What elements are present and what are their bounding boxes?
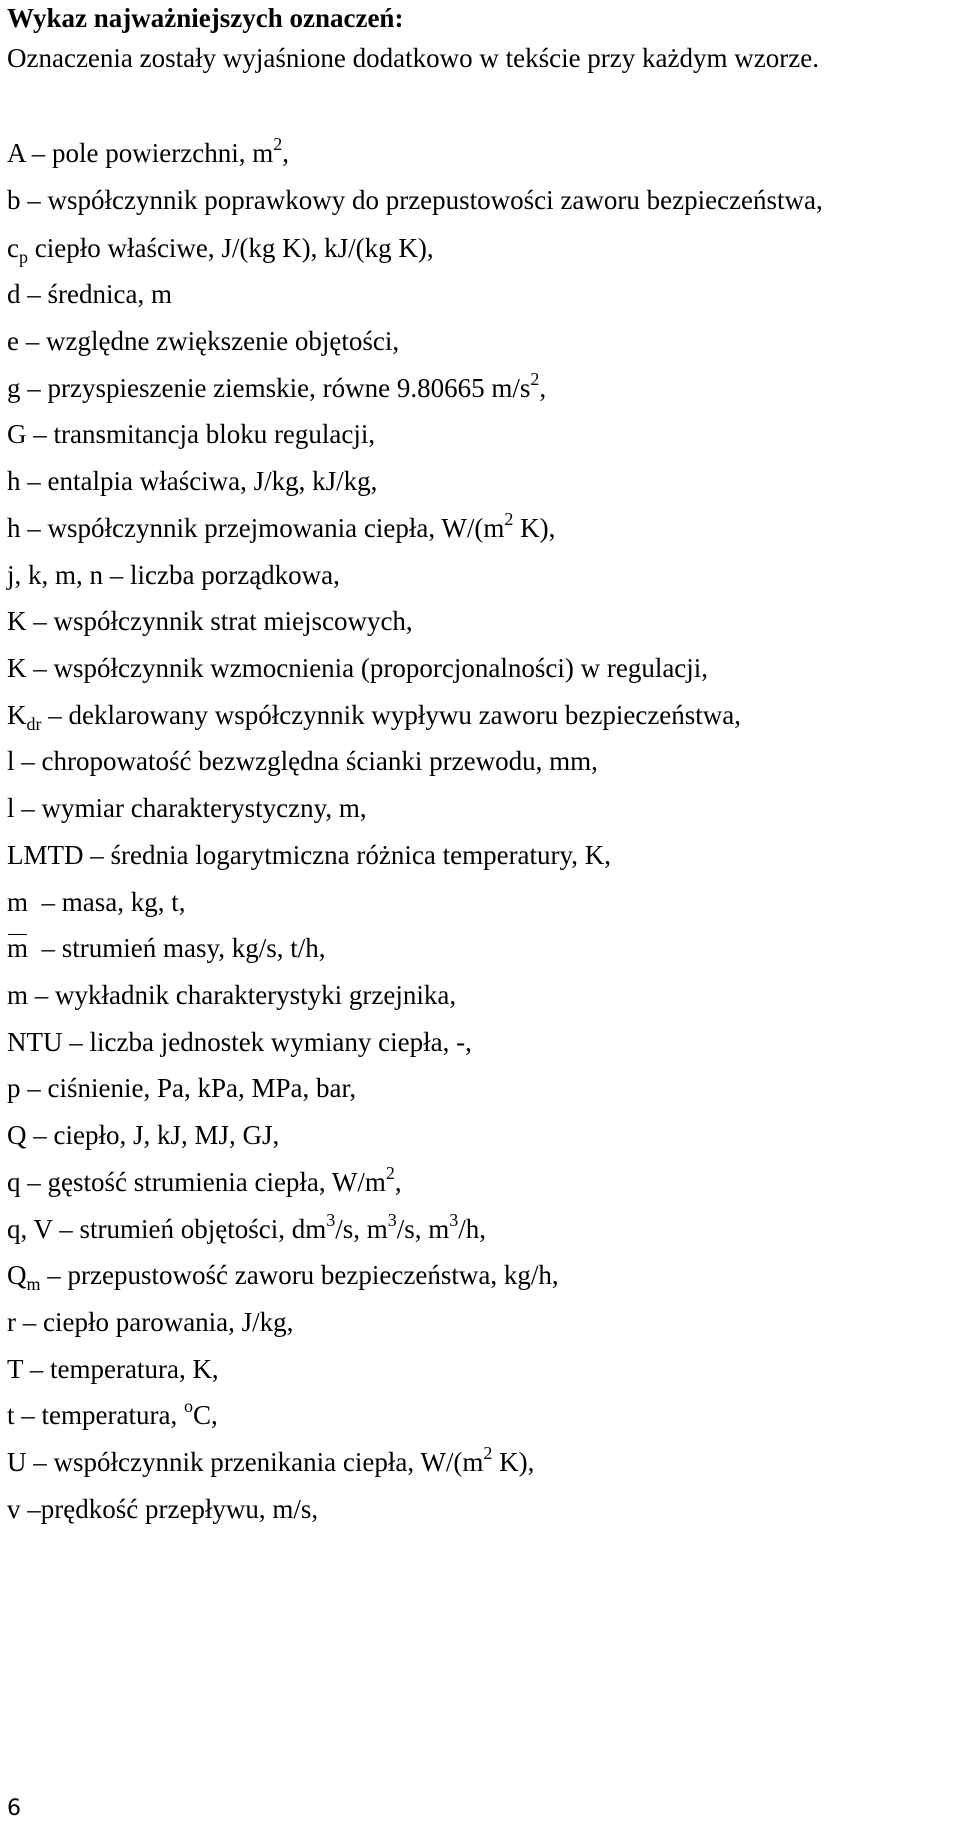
subscript: dr bbox=[26, 714, 42, 734]
definition: – transmitancja bloku regulacji, bbox=[26, 419, 376, 449]
symbol-entry bbox=[7, 1353, 219, 1385]
intro-text: Oznaczenia zostały wyjaśnione dodatkowo w tekście przy każdym wzorze. bbox=[7, 43, 819, 73]
symbol-entry bbox=[7, 932, 326, 964]
symbol: G bbox=[7, 419, 27, 449]
definition: – strumień objętości, dm bbox=[52, 1214, 327, 1244]
definition: – przepustowość zaworu bezpieczeństwa, kg/h, bbox=[40, 1260, 559, 1290]
definition-tail: C, bbox=[192, 1400, 218, 1430]
symbol-entry bbox=[7, 1210, 487, 1245]
superscript: 3 bbox=[326, 1210, 336, 1230]
definition-tail: , bbox=[394, 1167, 402, 1197]
symbol-entry bbox=[7, 1396, 218, 1431]
symbol: K bbox=[7, 700, 27, 730]
symbol: v bbox=[7, 1494, 21, 1524]
definition: – masa, kg, t, bbox=[28, 887, 186, 917]
superscript: 3 bbox=[449, 1210, 459, 1230]
symbol: U bbox=[7, 1447, 27, 1477]
symbol-entry bbox=[7, 792, 367, 824]
symbol-entry bbox=[7, 1072, 356, 1104]
superscript: 2 bbox=[273, 134, 283, 154]
definition: ciepło właściwe, J/(kg K), kJ/(kg K), bbox=[27, 233, 434, 263]
symbol: r bbox=[7, 1307, 16, 1337]
definition: – wymiar charakterystyczny, m, bbox=[14, 793, 367, 823]
definition: – deklarowany współczynnik wypływu zaworu bezpieczeństwa, bbox=[41, 700, 742, 730]
definition-tail: /s, m bbox=[335, 1214, 388, 1244]
definition: – ciepło parowania, J/kg, bbox=[16, 1307, 294, 1337]
definition: – temperatura, bbox=[14, 1400, 184, 1430]
definition: – średnia logarytmiczna różnica temperatury, K, bbox=[83, 840, 612, 870]
symbol-entry bbox=[7, 1163, 402, 1198]
symbol: Q bbox=[7, 1120, 27, 1150]
symbol-entry bbox=[7, 369, 547, 404]
symbol: q bbox=[7, 1167, 21, 1197]
definition: – współczynnik przejmowania ciepła, W/(m bbox=[20, 513, 505, 543]
symbol-entry bbox=[7, 184, 823, 216]
definition-tail: /s, m bbox=[396, 1214, 450, 1244]
definition: – współczynnik poprawkowy do przepustowości zaworu bezpieczeństwa, bbox=[20, 185, 823, 215]
symbol-entry bbox=[7, 278, 172, 310]
definition-tail: , bbox=[539, 373, 547, 403]
definition-tail: K), bbox=[513, 513, 556, 543]
symbol: p bbox=[7, 1073, 21, 1103]
definition: – współczynnik przenikania ciepła, W/(m bbox=[26, 1447, 484, 1477]
symbol: t bbox=[7, 1400, 15, 1430]
superscript: 2 bbox=[504, 509, 514, 529]
symbol: m bbox=[7, 933, 29, 963]
symbol-entry bbox=[7, 1259, 559, 1294]
symbol: e bbox=[7, 326, 19, 356]
subscript: p bbox=[18, 247, 28, 267]
symbol: l bbox=[7, 746, 15, 776]
symbol: g bbox=[7, 373, 21, 403]
superscript: 3 bbox=[387, 1210, 397, 1230]
definition: – ciepło, J, kJ, MJ, GJ, bbox=[26, 1120, 280, 1150]
definition: – temperatura, K, bbox=[23, 1354, 219, 1384]
definition: – średnica, m bbox=[20, 279, 172, 309]
superscript: o bbox=[183, 1396, 193, 1416]
definition-tail: K), bbox=[492, 1447, 535, 1477]
symbol-entry bbox=[7, 232, 434, 267]
symbol-entry bbox=[7, 509, 556, 544]
symbol-entry bbox=[7, 1443, 535, 1478]
definition: – ciśnienie, Pa, kPa, MPa, bar, bbox=[20, 1073, 357, 1103]
symbol: LMTD bbox=[7, 840, 84, 870]
subscript: m bbox=[26, 1274, 41, 1294]
definition-tail: /h, bbox=[458, 1214, 487, 1244]
definition: –prędkość przepływu, m/s, bbox=[20, 1494, 319, 1524]
definition: – wykładnik charakterystyki grzejnika, bbox=[28, 980, 457, 1010]
symbol-entry bbox=[7, 979, 456, 1011]
superscript: 2 bbox=[385, 1163, 395, 1183]
page-number: 6 bbox=[7, 1796, 21, 1821]
definition: – współczynnik wzmocnienia (proporcjonalności) w regulacji, bbox=[26, 653, 709, 683]
symbol-entry bbox=[7, 559, 340, 591]
symbol: m bbox=[7, 887, 29, 917]
list-heading: Wykaz najważniejszych oznaczeń: bbox=[7, 3, 404, 33]
symbol: m bbox=[7, 980, 29, 1010]
symbol-entry bbox=[7, 652, 708, 684]
symbol: j, k, m, n bbox=[7, 560, 104, 590]
symbol-entry bbox=[7, 745, 598, 777]
symbol-entry bbox=[7, 418, 375, 450]
symbol: l bbox=[7, 793, 15, 823]
definition: – liczba jednostek wymiany ciepła, -, bbox=[62, 1027, 472, 1057]
definition: – gęstość strumienia ciepła, W/m bbox=[20, 1167, 386, 1197]
symbol: c bbox=[7, 233, 19, 263]
definition: – pole powierzchni, m bbox=[25, 138, 274, 168]
symbol: b bbox=[7, 185, 21, 215]
definition: – względne zwiększenie objętości, bbox=[18, 326, 400, 356]
definition: – entalpia właściwa, J/kg, kJ/kg, bbox=[20, 466, 378, 496]
definition-tail: , bbox=[282, 138, 289, 168]
symbol-entry bbox=[7, 886, 186, 918]
symbol: h bbox=[7, 513, 21, 543]
superscript: 2 bbox=[483, 1443, 493, 1463]
symbol-entry bbox=[7, 605, 413, 637]
symbol: K bbox=[7, 653, 27, 683]
superscript: 2 bbox=[530, 369, 540, 389]
symbol: T bbox=[7, 1354, 24, 1384]
symbol-entry bbox=[7, 1493, 318, 1525]
symbol: A bbox=[7, 138, 26, 168]
definition: – chropowatość bezwzględna ścianki przewodu, mm, bbox=[14, 746, 598, 776]
symbol-entry bbox=[7, 839, 611, 871]
symbol: q, V bbox=[7, 1214, 53, 1244]
symbol-entry bbox=[7, 699, 742, 734]
definition: – liczba porządkowa, bbox=[103, 560, 340, 590]
definition: – strumień masy, kg/s, t/h, bbox=[28, 933, 326, 963]
symbol: d bbox=[7, 279, 21, 309]
symbol: h bbox=[7, 466, 21, 496]
symbol-entry bbox=[7, 465, 377, 497]
symbol-entry bbox=[7, 325, 399, 357]
definition: – współczynnik strat miejscowych, bbox=[26, 606, 413, 636]
symbol-entry bbox=[7, 1119, 279, 1151]
definition: – przyspieszenie ziemskie, równe 9.80665 m/s bbox=[20, 373, 531, 403]
symbol: NTU bbox=[7, 1027, 63, 1057]
symbol-entry bbox=[7, 1306, 293, 1338]
symbol-entry bbox=[7, 134, 289, 169]
symbol-entry bbox=[7, 1026, 472, 1058]
symbol: Q bbox=[7, 1260, 27, 1290]
symbol: K bbox=[7, 606, 27, 636]
